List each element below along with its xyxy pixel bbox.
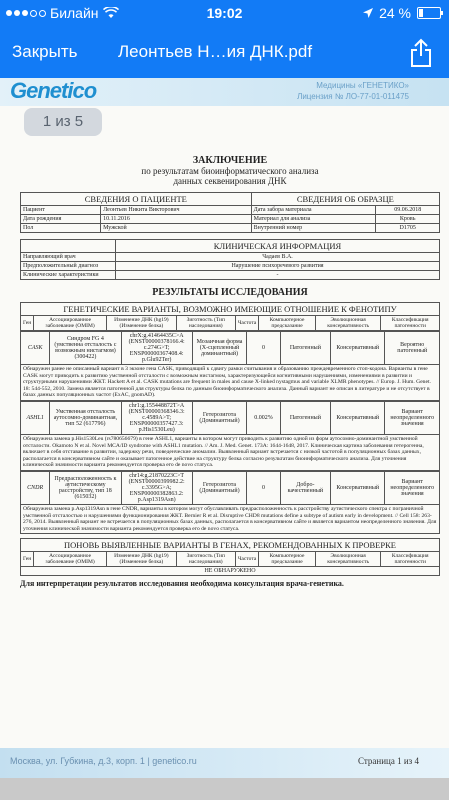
- inc-col-4: Частота: [235, 552, 258, 567]
- clin-label: Клинические характеристики: [21, 271, 116, 280]
- pdf-page[interactable]: [0, 78, 449, 778]
- inc-col-5: Компьютерное предсказание: [259, 552, 316, 567]
- battery-percent: 24 %: [379, 5, 411, 21]
- diag-value: Нарушение психоречевого развития: [116, 262, 440, 271]
- clin-value: -: [116, 271, 440, 280]
- variant-cell-class: Вероятно патогенный: [385, 332, 440, 365]
- variant-cell-zyg: Гетерозигота (Доминантный): [192, 401, 246, 434]
- letterhead: [0, 78, 449, 106]
- share-icon[interactable]: [409, 38, 433, 68]
- inc-col-1: Ассоциированное заболевание (OMIM): [34, 552, 107, 567]
- variants-columns: [21, 316, 440, 331]
- variant-cell-disease: Предрасположенность к аутистическому расстройству, тип 18 (615032): [50, 471, 121, 504]
- variant-cell-disease: Синдром FG 4 (умственна отсталость с возможным нистагмом) (300422): [50, 332, 121, 365]
- document-title: Леонтьев Н…ия ДНК.pdf: [118, 42, 313, 61]
- license-line1: Медицины «ГЕНЕТИКО»: [316, 81, 409, 90]
- internal-value: D1705: [376, 224, 440, 233]
- incidental-columns: [21, 552, 440, 567]
- variant-cell-pred: Добро-качественный: [280, 471, 330, 504]
- var-col-4: Частота: [235, 316, 258, 331]
- var-col-5: Компьютерное предсказание: [259, 316, 316, 331]
- var-col-2: Изменение ДНК (hg19) (Изменение белка): [107, 316, 177, 331]
- inc-col-6: Эволюционная консервативность: [315, 552, 381, 567]
- material-label: Материал для анализа: [251, 215, 376, 224]
- inc-col-2: Изменение ДНК (hg19) (Изменение белка): [107, 552, 177, 567]
- clinical-header: КЛИНИЧЕСКАЯ ИНФОРМАЦИЯ: [116, 240, 440, 253]
- diag-label: Предположительный диагноз: [21, 262, 116, 271]
- variant-cell-zyg: Гетерозигота (Доминантный): [192, 471, 246, 504]
- variant-cell-dna: chrX:g.41464435C>A (ENST00000378166.4: c.274G>T; ENSP00000367408.4: p.Glu92Ter): [121, 332, 192, 365]
- variant-cell-pred: Патогенный: [280, 332, 330, 365]
- closing-note: Для интерпретации результатов исследования необходима консультация врача-генетика.: [20, 579, 344, 589]
- results-title: РЕЗУЛЬТАТЫ ИССЛЕДОВАНИЯ: [152, 287, 308, 298]
- variant-cell-freq: 0: [247, 471, 281, 504]
- report-body: [20, 128, 440, 588]
- variant-cell-freq: 0.002%: [247, 401, 281, 434]
- var-col-3: Зиготность (Тип наследования): [176, 316, 235, 331]
- location-arrow-icon: [363, 8, 373, 18]
- patient-value: Леонтьев Никита Викторович: [101, 206, 252, 215]
- dob-value: 10.11.2016: [101, 215, 252, 224]
- variant-row: [20, 331, 440, 365]
- pdf-viewer-navbar: [0, 28, 449, 78]
- report-title: ЗАКЛЮЧЕНИЕ: [192, 155, 268, 166]
- license-info: [297, 80, 409, 102]
- clinical-info-table: [20, 239, 440, 280]
- variant-cell-cons: Консервативный: [331, 401, 385, 434]
- collect-label: Дата забора материала: [251, 206, 376, 215]
- variant-cell-dna: chr1:g.155448872T>A (ENST00000368346.3: c.4589A>T; ENSP00000357427.3: p.His1530Leu): [121, 401, 192, 434]
- variant-cell-cons: Консервативный: [331, 332, 385, 365]
- variant-cell-gene: CASK: [21, 332, 50, 365]
- variant-cell-freq: 0: [247, 332, 281, 365]
- license-line2: Лицензия № ЛО-77-01-011475: [297, 92, 409, 101]
- var-col-1: Ассоциированное заболевание (OMIM): [34, 316, 107, 331]
- incidental-table: [20, 538, 440, 576]
- footer-page-number: Страница 1 из 4: [358, 756, 419, 766]
- doctor-label: Направляющий врач: [21, 253, 116, 262]
- variant-cell-class: Вариант неопределенного значения: [385, 401, 440, 434]
- variant-row: [20, 401, 440, 435]
- internal-label: Внутренний номер: [251, 224, 376, 233]
- footer-address: Москва, ул. Губкина, д.3, корп. 1 | genetico.ru: [10, 756, 197, 766]
- var-col-0: Ген: [21, 316, 34, 331]
- page-footer: [0, 748, 449, 778]
- patient-label: Пациент: [21, 206, 101, 215]
- variant-cell-dna: chr14:g.21870223C>T (ENST00000399982.2: c.3395G>A; ENSP00000382863.2: p.Asp1319Asn): [121, 471, 192, 504]
- not-found-text: НЕ ОБНАРУЖЕНО: [21, 567, 440, 576]
- variant-note: Обнаружен ранее не описанный вариант в 3 экзоне гена CASK, приводящий к сдвигу рамки считывания и образованию преждевременного стоп-кодона. Варианты в гене CASK могут приводить к развитию умственной отсталости с возможным нистагмом, характеризующейся когнитивными нарушениями, изменениями в развитии и структурными нарушениями ЖКТ. Hackett A et al. CASK mutations are frequent in males and cause X-linked nystagmus and variable XLMR phenotypes. // Europ. J. Hum. Genet. 18: 544-552, 2010. Замена является патогенной для структуры белка по данным биоинформатического анализа. Данный вариант не описан в литературе и не отсутствует в базах данных популяционных частот (ExAC, gnomAD).: [20, 365, 440, 401]
- inc-col-7: Классификация патогенности: [381, 552, 440, 567]
- sample-header: СВЕДЕНИЯ ОБ ОБРАЗЦЕ: [251, 193, 439, 206]
- carrier-name: Билайн: [50, 5, 99, 21]
- material-value: Кровь: [376, 215, 440, 224]
- incidental-header: ПОНОВЬ ВЫЯВЛЕННЫЕ ВАРИАНТЫ В ГЕНАХ, РЕКОМЕНДОВАННЫХ К ПРОВЕРКЕ: [21, 539, 440, 552]
- variant-cell-class: Вариант неопределенного значения: [385, 471, 440, 504]
- variant-cell-gene: CNDR: [21, 471, 50, 504]
- variant-note: Обнаружена замена p.His1530Leu (rs780656679) в гене ASHL1, варианты в котором могут приводить к развитию одной из форм аутосомно-доминантной умственной отсталости. Okamoto N et al. Novel MCA/ID syndrome with ASHL1 mutation. // Am. J. Med. Genet. 173A: 1644-1648, 2017. Клиническая картина заболевания гетерогенна, включает в себя отставание в развитии, задержку речи, поведенческие аномалии. Выявленный вариант встречается с низкой частотой в популяционных базах данных, располагается в консервативном сайте и оказывает патогенное действие на структуру белка согласно результатам биоинформатического анализа. Для уточнения клинической значимости варианта рекомендуется проверка его de novo статуса.: [20, 435, 440, 471]
- patient-header: СВЕДЕНИЯ О ПАЦИЕНТЕ: [21, 193, 252, 206]
- sex-value: Мужской: [101, 224, 252, 233]
- variants-body: [20, 331, 440, 534]
- battery-icon: [417, 7, 441, 19]
- variant-cell-cons: Консервативный: [331, 471, 385, 504]
- variant-cell-disease: Умственная отсталость аутосомно-доминантная, тип 52 (617796): [50, 401, 121, 434]
- variant-cell-pred: Патогенный: [280, 401, 330, 434]
- clock: 19:02: [206, 5, 243, 21]
- status-bar: [0, 0, 449, 28]
- report-subtitle-2: данных секвенирования ДНК: [173, 176, 287, 186]
- bottom-bar: [0, 778, 449, 800]
- report-subtitle-1: по результатам биоинформатического анализа: [141, 166, 319, 176]
- variants-header: ГЕНЕТИЧЕСКИЕ ВАРИАНТЫ, ВОЗМОЖНО ИМЕЮЩИЕ ОТНОШЕНИЕ К ФЕНОТИПУ: [21, 303, 440, 316]
- page-indicator: 1 из 5: [24, 108, 102, 136]
- var-col-7: Классификация патогенности: [381, 316, 440, 331]
- inc-col-3: Зиготность (Тип наследования): [176, 552, 235, 567]
- variant-note: Обнаружена замена p.Asp1319Asn в гене CNDR, варианты в котором могут обуславливать предрасположенность к расстройству аутистического спектра с пограничной умственной отсталостью и нарушениями функционирования ЖКТ. Bernier R et al. Disruptive CHD8 mutations define a subtype of autism early in development. // Cell 158: 263-276, 2014. Выявленный вариант не встречается в популяционных базах данных, располагается в консервативном сайте и является вариантом неопределенного значения. Для уточнения клинической значимости варианта рекомендуется проверка его de novo статуса.: [20, 505, 440, 534]
- dob-label: Дата рождения: [21, 215, 101, 224]
- variant-cell-gene: ASHL1: [21, 401, 50, 434]
- variant-row: [20, 471, 440, 505]
- close-button[interactable]: Закрыть: [12, 42, 78, 61]
- genetico-logo: Genetico: [10, 78, 97, 103]
- variants-table: [20, 302, 440, 331]
- variant-cell-zyg: Мозаичная форма (X-сцепленный доминантный): [192, 332, 246, 365]
- inc-col-0: Ген: [21, 552, 34, 567]
- patient-sample-table: [20, 192, 440, 233]
- collect-value: 09.06.2018: [376, 206, 440, 215]
- var-col-6: Эволюционная консервативность: [315, 316, 381, 331]
- sex-label: Пол: [21, 224, 101, 233]
- doctor-value: Чадаев В.А.: [116, 253, 440, 262]
